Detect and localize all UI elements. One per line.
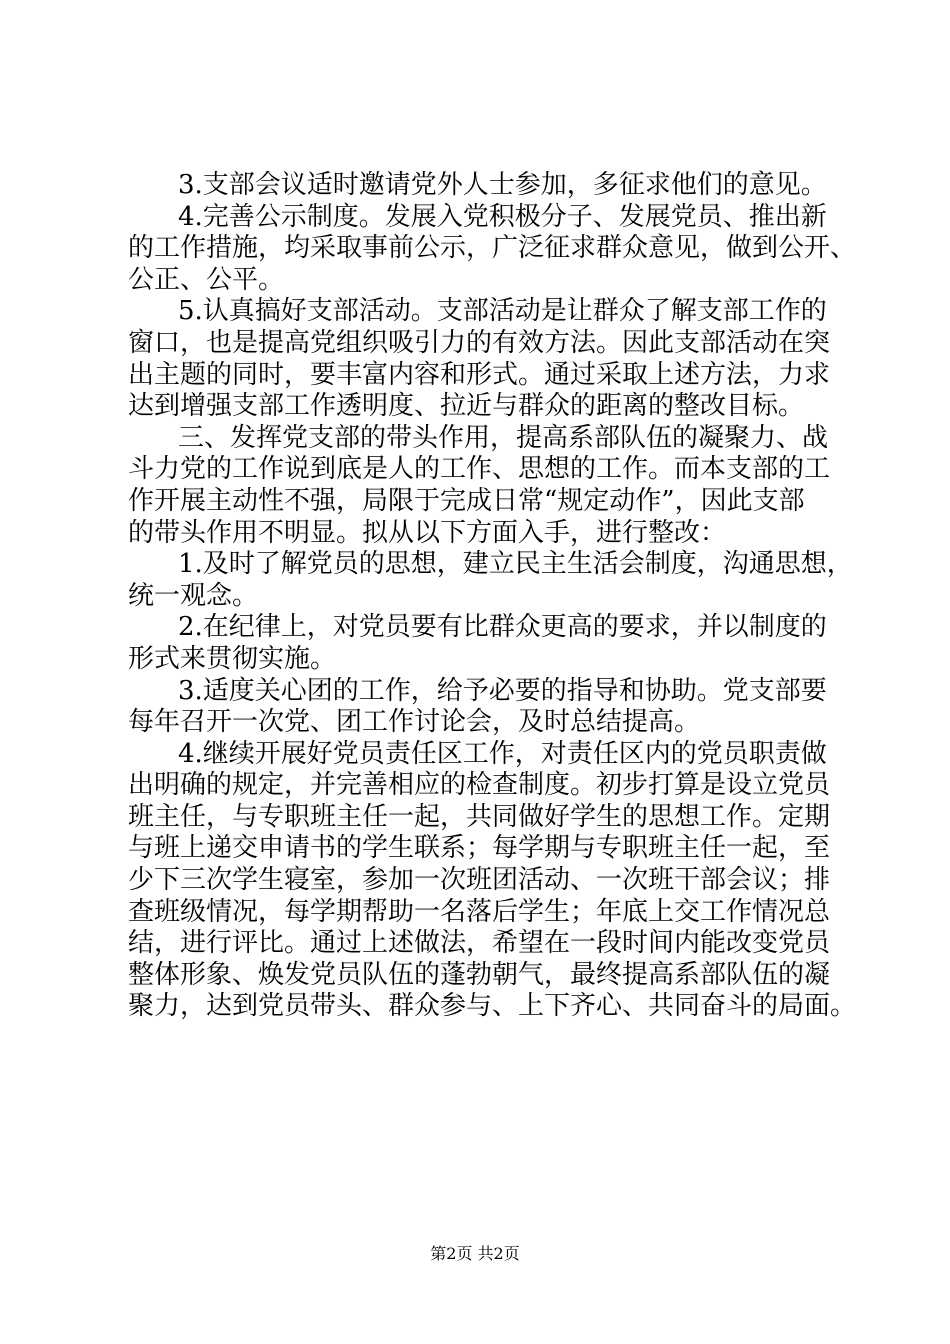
text-line: 3.适度关心团的工作，给予必要的指导和协助。党支部要: [178, 675, 827, 706]
text-line: 三、发挥党支部的带头作用，提高系部队伍的凝聚力、战: [178, 422, 829, 453]
text-line: 出明确的规定，并完善相应的检查制度。初步打算是设立党员: [128, 770, 831, 801]
text-line: 4.继续开展好党员责任区工作，对责任区内的党员职责做: [178, 738, 827, 769]
text-line: 每年召开一次党、团工作讨论会，及时总结提高。: [128, 707, 701, 738]
text-line: 形式来贯彻实施。: [128, 643, 337, 674]
text-line: 的带头作用不明显。拟从以下方面入手，进行整改：: [128, 517, 727, 548]
text-line: 的工作措施，均采取事前公示，广泛征求群众意见，做到公开、: [128, 233, 857, 264]
text-line: 统一观念。: [128, 580, 259, 611]
text-line: 窗口，也是提高党组织吸引力的有效方法。因此支部活动在突: [128, 327, 831, 358]
text-line: 少下三次学生寝室，参加一次班团活动、一次班干部会议；排: [128, 865, 831, 896]
page-number-footer: 第2页 共2页: [430, 1244, 520, 1263]
text-line: 查班级情况，每学期帮助一名落后学生；年底上交工作情况总: [128, 896, 831, 927]
text-line: 与班上递交申请书的学生联系；每学期与专职班主任一起，至: [128, 833, 831, 864]
text-line: 1.及时了解党员的思想，建立民主生活会制度，沟通思想，: [178, 549, 853, 580]
text-line: 斗力党的工作说到底是人的工作、思想的工作。而本支部的工: [128, 454, 831, 485]
text-line: 整体形象、焕发党员队伍的蓬勃朝气，最终提高系部队伍的凝: [128, 959, 831, 990]
text-line: 公正、公平。: [128, 264, 285, 295]
text-line: 聚力，达到党员带头、群众参与、上下齐心、共同奋斗的局面。: [128, 991, 857, 1022]
text-line: 4.完善公示制度。发展入党积极分子、发展党员、推出新: [178, 201, 827, 232]
text-line: 作开展主动性不强，局限于完成日常“规定动作”，因此支部: [128, 485, 805, 516]
text-line: 达到增强支部工作透明度、拉近与群众的距离的整改目标。: [128, 391, 805, 422]
document-body: [128, 170, 857, 1023]
text-line: 5.认真搞好支部活动。支部活动是让群众了解支部工作的: [178, 296, 827, 327]
text-line: 结，进行评比。通过上述做法，希望在一段时间内能改变党员: [128, 928, 831, 959]
text-line: 出主题的同时，要丰富内容和形式。通过采取上述方法，力求: [128, 359, 831, 390]
text-line: 3.支部会议适时邀请党外人士参加，多征求他们的意见。: [178, 170, 827, 200]
text-line: 2.在纪律上，对党员要有比群众更高的要求，并以制度的: [178, 612, 827, 643]
text-line: 班主任，与专职班主任一起，共同做好学生的思想工作。定期: [128, 801, 831, 832]
